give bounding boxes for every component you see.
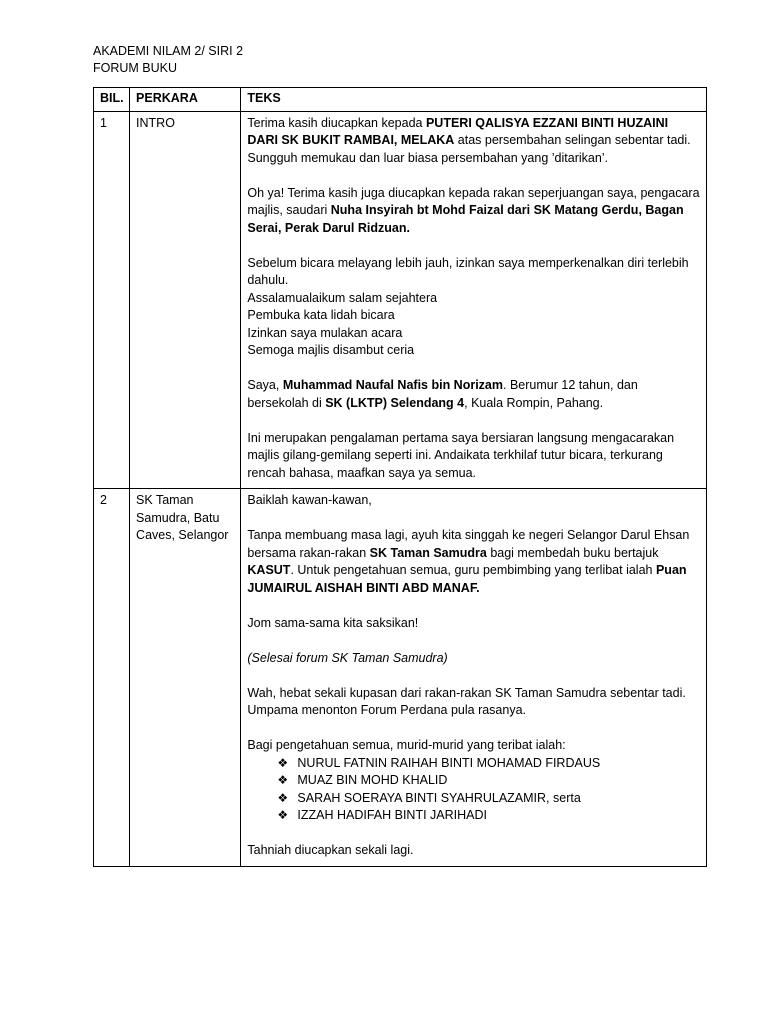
text-run: atas persembahan selingan sebentar tadi. Sungguh memukau dan luar biasa persembahan yang ’ditarikan’. xyxy=(247,133,691,165)
list-item-text: SARAH SOERAYA BINTI SYAHRULAZAMIR, serta xyxy=(297,790,581,805)
text-run: Saya, xyxy=(247,378,283,392)
list-item-text: IZZAH HADIFAH BINTI JARIHADI xyxy=(297,808,487,822)
table-row xyxy=(94,489,707,867)
script-table xyxy=(93,87,707,867)
diamond-bullet-icon: ❖ xyxy=(277,755,289,770)
bold-run: SK (LKTP) Selendang 4 xyxy=(325,395,465,410)
text-run: Tanpa membuang masa lagi, ayuh kita singgah ke negeri Selangor Darul Ehsan bersama rakan-rakan xyxy=(247,528,690,560)
header-subtitle: FORUM BUKU xyxy=(93,61,178,75)
list-item xyxy=(277,755,700,773)
italic-run: (Selesai forum SK Taman Samudra) xyxy=(247,650,448,665)
text-run: Oh ya! Terima kasih juga diucapkan kepada rakan seperjuangan saya, pengacara majlis, saudari xyxy=(247,185,700,217)
row-perkara: SK Taman Samudra, Batu Caves, Selangor xyxy=(130,489,241,867)
header-teks: TEKS xyxy=(241,88,707,112)
bold-run: PUTERI QALISYA EZZANI BINTI HUZAINI DARI SK BUKIT RAMBAI, MELAKA xyxy=(247,115,669,147)
table-header-row xyxy=(94,88,707,112)
list-item xyxy=(277,790,700,808)
bold-run: Nuha Insyirah bt Mohd Faizal dari SK Matang Gerdu, Bagan Serai, Perak Darul Ridzuan. xyxy=(247,203,684,235)
header-perkara: PERKARA xyxy=(130,88,241,112)
row-teks xyxy=(241,489,707,867)
text-paragraph xyxy=(247,377,700,412)
bold-run: KASUT xyxy=(247,563,291,577)
diamond-bullet-icon: ❖ xyxy=(277,790,289,805)
bold-run: Puan JUMAIRUL AISHAH BINTI ABD MANAF. xyxy=(247,563,687,595)
list-item-text: MUAZ BIN MOHD KHALID xyxy=(297,773,448,787)
row-teks xyxy=(241,111,707,489)
text-paragraph xyxy=(247,527,700,597)
row-number: 2 xyxy=(94,489,130,867)
list-item xyxy=(277,807,700,825)
text-run: . Untuk pengetahuan semua, guru pembimbing yang terlibat ialah xyxy=(290,563,656,577)
text-paragraph: Jom sama-sama kita saksikan! xyxy=(247,615,419,630)
pantun-verse xyxy=(247,290,700,360)
text-run: bagi membedah buku bertajuk xyxy=(486,545,659,560)
text-paragraph xyxy=(247,185,700,238)
text-paragraph: Ini merupakan pengalaman pertama saya bersiaran langsung mengacarakan majlis gilang-gemilang seperti ini. Andaikata terkhilaf tutur bicara, terkurang rencah bahasa, maafkan saya ya semua. xyxy=(247,430,675,480)
bold-run: Muhammad Naufal Nafis bin Norizam xyxy=(282,378,504,392)
text-paragraph: Tahniah diucapkan sekali lagi. xyxy=(247,843,414,857)
row-number: 1 xyxy=(94,111,130,489)
document-header xyxy=(93,43,243,77)
header-title: AKADEMI NILAM 2/ SIRI 2 xyxy=(93,44,244,58)
list-item-text: NURUL FATNIN RAIHAH BINTI MOHAMAD FIRDAUS xyxy=(297,755,601,770)
verse-line: Semoga majlis disambut ceria xyxy=(247,343,415,357)
diamond-bullet-icon: ❖ xyxy=(277,808,289,822)
stage-direction xyxy=(247,650,700,668)
text-run: . Berumur 12 tahun, dan bersekolah di xyxy=(247,378,638,410)
text-paragraph: Wah, hebat sekali kupasan dari rakan-rakan SK Taman Samudra sebentar tadi. Umpama menonton Forum Perdana pula rasanya. xyxy=(247,685,686,717)
text-paragraph: Bagi pengetahuan semua, murid-murid yang teribat ialah: xyxy=(247,738,566,752)
verse-line: Izinkan saya mulakan acara xyxy=(247,325,403,340)
student-list xyxy=(247,755,700,825)
row-perkara: INTRO xyxy=(130,111,241,489)
text-paragraph: Sebelum bicara melayang lebih jauh, izinkan saya memperkenalkan diri terlebih dahulu. xyxy=(247,255,689,287)
verse-line: Pembuka kata lidah bicara xyxy=(247,308,395,322)
verse-line: Assalamualaikum salam sejahtera xyxy=(247,290,438,305)
text-paragraph: Baiklah kawan-kawan, xyxy=(247,493,372,507)
text-paragraph xyxy=(247,115,700,168)
list-item xyxy=(277,772,700,790)
table-row xyxy=(94,111,707,489)
header-bil: BIL. xyxy=(94,88,130,112)
text-run: Terima kasih diucapkan kepada xyxy=(247,115,426,130)
diamond-bullet-icon: ❖ xyxy=(277,773,289,787)
text-run: , Kuala Rompin, Pahang. xyxy=(464,395,604,410)
bold-run: SK Taman Samudra xyxy=(369,545,487,560)
